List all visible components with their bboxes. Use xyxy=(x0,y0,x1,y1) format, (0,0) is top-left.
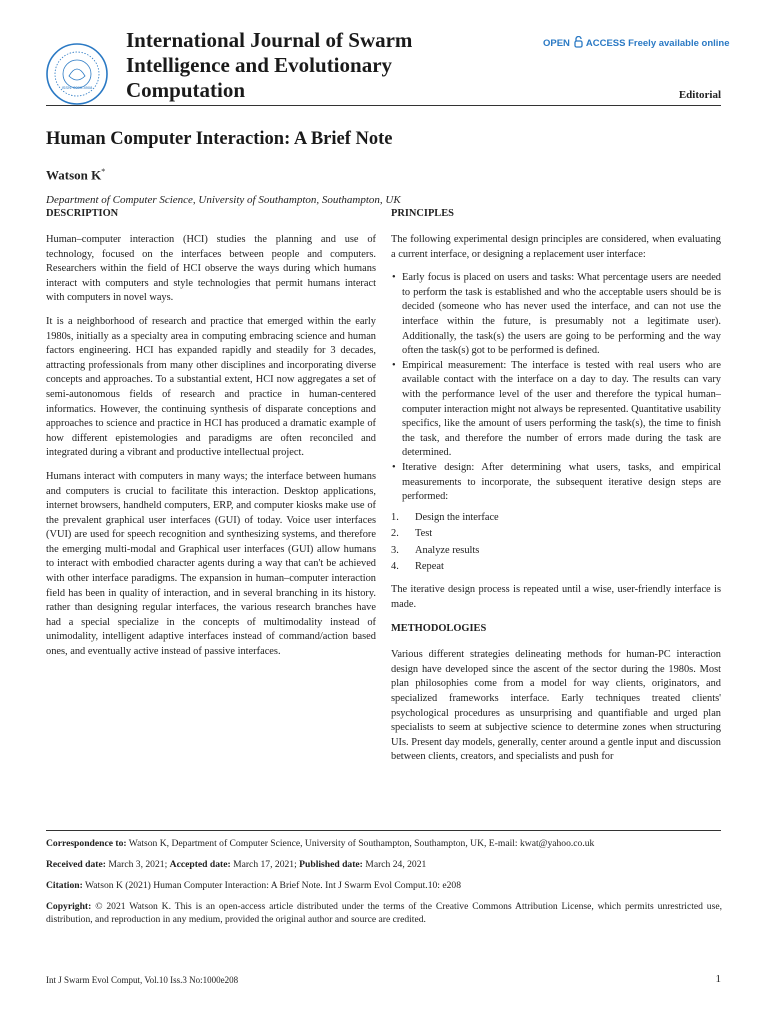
principles-intro: The following experimental design principles are considered, when evaluating a current interface, or designing a replacement user interface: xyxy=(391,234,721,260)
svg-text:ISSN: 2090-4908: ISSN: 2090-4908 xyxy=(61,85,93,90)
description-paragraph-1: Human–computer interaction (HCI) studies the planning and use of technology, focused on the interfaces between people and computers. Researchers within the field of HCI observe the ways during which humans interact with computers and style technologies that permit humans interact with computers in novel ways. xyxy=(46,234,376,304)
design-steps-list xyxy=(391,511,721,575)
list-item: • Empirical measurement: The interface is tested with real users who are available contact with the interface on a day to day. The results can vary with the performance level of the user and therefore the typical human–computer interaction might not always be represented. Quantitative usability specifics, like the amount of users performing the task(s), the time to finish the task, and therefore the number of errors made during the task are determined. xyxy=(391,359,721,461)
step-text: Analyze results xyxy=(415,544,480,556)
step-number: 2. xyxy=(391,528,399,540)
description-heading: DESCRIPTION xyxy=(46,208,119,219)
footnotes xyxy=(46,837,722,934)
correspondence-label: Correspondence to: xyxy=(46,838,127,849)
right-column xyxy=(391,207,721,774)
copyright-note xyxy=(46,900,722,926)
list-item xyxy=(391,560,721,575)
citation-label: Citation: xyxy=(46,880,83,891)
step-number: 4. xyxy=(391,561,399,573)
journal-title: International Journal of Swarm Intelligence and Evolutionary Computation xyxy=(126,28,413,102)
methodologies-paragraph: Various different strategies delineating methods for human-PC interaction design have developed since the ascent of the sector during the 1980s. Most plan philosophies come from a model for way clients, originators, and specialized frameworks interface. Early techniques treated clients' psychological procedures as unsurprising and quantifiable and urged plan specialists to seem at subjective science to determine zones when structuring UIs. Present day models, generally, center around a gentle input and discussion between clients, creators, and specialists and push for xyxy=(391,649,721,763)
list-item: • Iterative design: After determining what users, tasks, and empirical measurements to incorporate, the subsequent iterative design steps are performed: xyxy=(391,461,721,505)
open-label: OPEN xyxy=(543,38,570,49)
received-label: Received date: xyxy=(46,859,106,870)
footnote-divider xyxy=(46,830,721,831)
step-text: Test xyxy=(415,528,433,540)
principles-list xyxy=(391,271,721,505)
published-date: March 24, 2021 xyxy=(365,859,427,870)
list-item: • Early focus is placed on users and tasks: What percentage users are needed to perform the task is established and who the acceptable users should be is decided (someone who has never used the interface, and can not use the interface within the future, is presumably not a legitimate user). Additionally, the task(s) the users are going to be performing and the way often the task(s) got to be performed is defined. xyxy=(391,271,721,359)
journal-logo xyxy=(45,42,109,106)
freely-available-label: Freely available online xyxy=(628,38,730,49)
journal-reference: Int J Swarm Evol Comput, Vol.10 Iss.3 No:1000e208 xyxy=(46,975,239,985)
principles-heading: PRINCIPLES xyxy=(391,208,454,219)
description-paragraph-2: It is a neighborhood of research and practice that emerged within the early 1980s, initially as a specialty area in computing embracing science and human factors engineering. HCI has expanded rapidly and steadily for 3 decades, attracting professionals from many other disciplines and incorporating diverse concepts and approaches. To a substantial extent, HCI now aggregates a set of semi-autonomous fields of research and practice in human-centered informatics. However, the continuing synthesis of disparate conceptions and approaches to science and practice in HCI has produced a dramatic example of how different epistemologies and paradigms are often reconciled and integrated during a vibrant and productive intellectual project. xyxy=(46,315,376,459)
copyright-label: Copyright: xyxy=(46,901,92,912)
step-number: 1. xyxy=(391,511,399,523)
published-label: Published date: xyxy=(299,859,363,870)
article-title: Human Computer Interaction: A Brief Note xyxy=(46,129,393,149)
methodologies-heading: METHODOLOGIES xyxy=(391,623,487,635)
correspondence-note xyxy=(46,837,722,850)
step-text: Repeat xyxy=(415,561,444,573)
author-name: Watson K xyxy=(46,167,102,183)
header-divider xyxy=(46,105,721,106)
list-item xyxy=(391,511,721,526)
correspondence-text: Watson K, Department of Computer Science, University of Southampton, Southampton, UK, E-mail: kwat@yahoo.co.uk xyxy=(128,838,595,849)
list-item xyxy=(391,544,721,559)
after-steps-paragraph: The iterative design process is repeated until a wise, user-friendly interface is made. xyxy=(391,584,721,610)
step-text: Design the interface xyxy=(415,511,499,523)
article-type: Editorial xyxy=(678,89,721,101)
open-access-badge xyxy=(543,36,730,49)
step-number: 3. xyxy=(391,544,399,556)
dates-note xyxy=(46,858,722,871)
author-mark: * xyxy=(101,167,106,176)
open-lock-icon xyxy=(574,36,583,48)
page-number: 1 xyxy=(715,973,721,985)
affiliation: Department of Computer Science, University of Southampton, Southampton, UK xyxy=(46,194,401,206)
author xyxy=(46,167,105,183)
description-paragraph-3: Humans interact with computers in many ways; the interface between humans and computers is crucial to facilitate this interaction. Desktop applications, internet browsers, handheld computers, ERP, and computer kiosks make use of the prevalent graphical user interfaces (GUI) of today. Voice user interfaces (VUI) are used for speech recognition and synthesizing systems, and therefore the emerging multi-modal and Graphical user interfaces (GUI) allow humans to interact with embodied character agents during a way that can't be achieved with other interface paradigms. The expansion in human–computer interaction field has been in quality of interaction, and in several branching in its history. rather than designing regular interfaces, the various research branches have had a special specialize in the concepts of multimodality instead of unimodality, intelligent adaptive interfaces instead of command/action based ones, and eventually active instead of passive interfaces. xyxy=(46,470,376,658)
citation-text: Watson K (2021) Human Computer Interaction: A Brief Note. Int J Swarm Evol Comput.10: e208 xyxy=(85,880,462,891)
accepted-label: Accepted date: xyxy=(169,859,231,870)
accepted-date: March 17, 2021; xyxy=(233,859,297,870)
access-label: ACCESS xyxy=(585,38,626,49)
received-date: March 3, 2021; xyxy=(108,859,168,870)
list-item xyxy=(391,527,721,542)
copyright-text: © 2021 Watson K. This is an open-access article distributed under the terms of the Creative Commons Attribution License, which permits unrestricted use, distribution, and reproduction in any medium, provided the original author and source are credited. xyxy=(46,901,722,925)
citation-note xyxy=(46,879,722,892)
left-column xyxy=(46,207,376,669)
